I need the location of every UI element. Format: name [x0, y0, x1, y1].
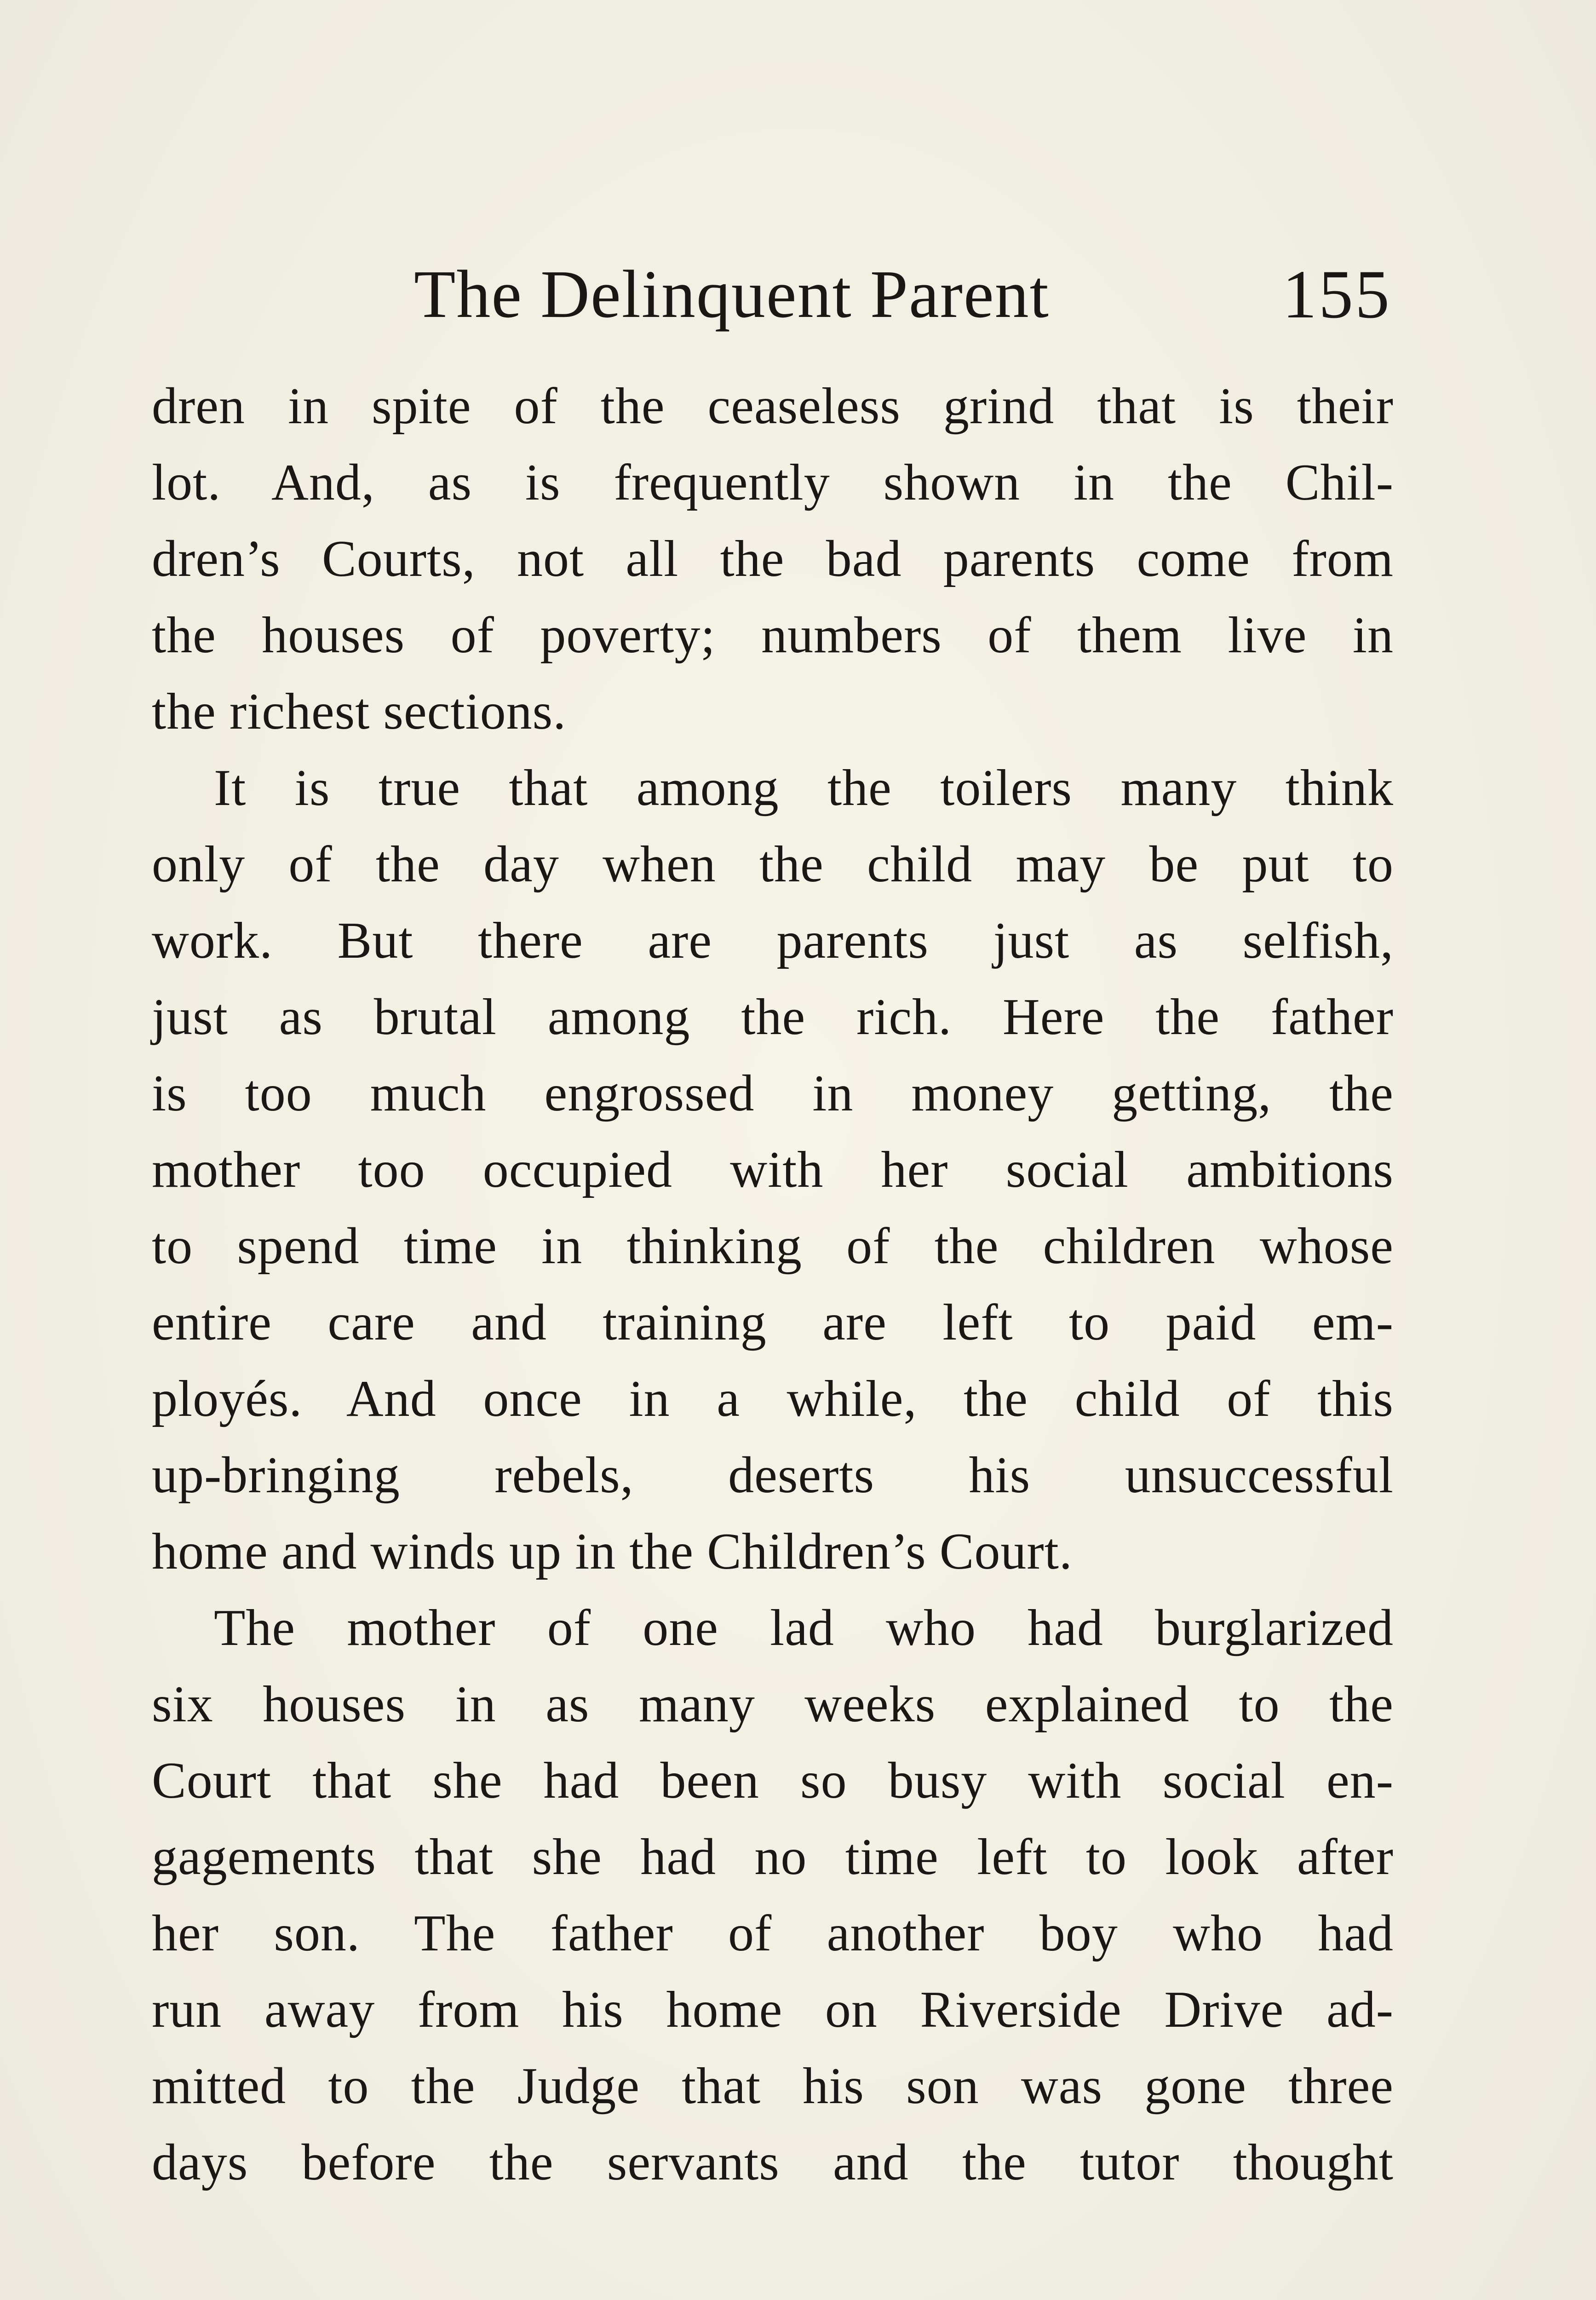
text-line: six houses in as many weeks explained to the [152, 1676, 1394, 1733]
text-line: days before the servants and the tutor thought [152, 2134, 1394, 2191]
text-line: dren in spite of the ceaseless grind that is their [152, 378, 1394, 435]
text-line: mother too occupied with her social ambitions [152, 1141, 1394, 1198]
text-line: run away from his home on Riverside Drive ad- [152, 1981, 1394, 2038]
text-line: her son. The father of another boy who had [152, 1905, 1394, 1962]
text-line: home and winds up in the Children’s Court. [152, 1523, 1073, 1580]
text-line: up-bringing rebels, deserts his unsuccessful [152, 1447, 1394, 1504]
body-text [152, 368, 1394, 2201]
text-line: gagements that she had no time left to look after [152, 1828, 1394, 1886]
running-title: The Delinquent Parent [414, 257, 1050, 332]
text-line: the richest sections. [152, 683, 567, 740]
text-line: mitted to the Judge that his son was gone three [152, 2058, 1394, 2115]
text-line: The mother of one lad who had burglarized [214, 1599, 1394, 1656]
text-line: It is true that among the toilers many think [214, 759, 1394, 816]
text-line: only of the day when the child may be put to [152, 836, 1394, 893]
text-line: dren’s Courts, not all the bad parents come from [152, 530, 1394, 587]
text-line: ployés. And once in a while, the child of this [152, 1370, 1394, 1427]
text-line: just as brutal among the rich. Here the father [152, 989, 1394, 1046]
running-head [152, 258, 1391, 331]
text-line: to spend time in thinking of the children whose [152, 1218, 1394, 1275]
text-line: entire care and training are left to paid em- [152, 1294, 1394, 1351]
text-line: work. But there are parents just as selfish, [152, 912, 1394, 969]
text-line: lot. And, as is frequently shown in the Chil- [152, 454, 1394, 511]
text-line: Court that she had been so busy with social en- [152, 1752, 1394, 1809]
page-number: 155 [1282, 256, 1391, 333]
text-line: is too much engrossed in money getting, the [152, 1065, 1394, 1122]
text-line: the houses of poverty; numbers of them live in [152, 607, 1394, 664]
